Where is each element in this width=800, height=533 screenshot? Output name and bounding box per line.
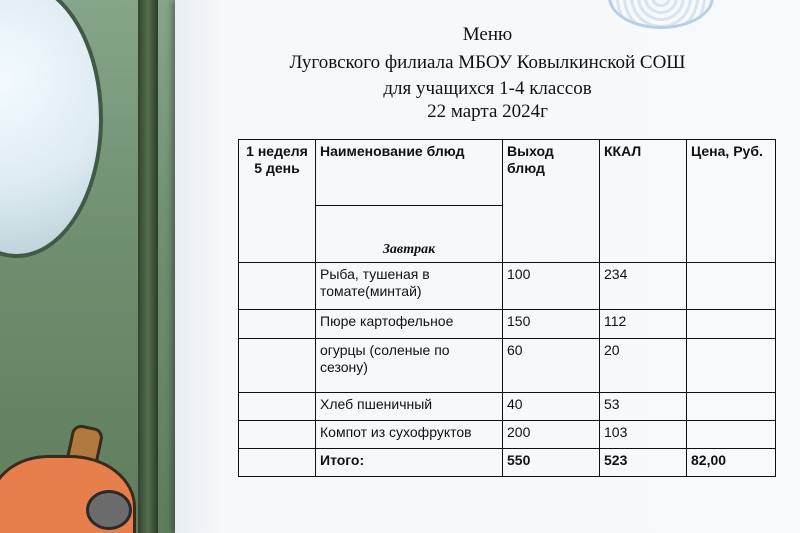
kcal-header: ККАЛ bbox=[600, 140, 687, 263]
table-row bbox=[239, 421, 776, 449]
table-row bbox=[239, 339, 776, 393]
total-row bbox=[239, 449, 776, 477]
dish-price bbox=[687, 421, 776, 449]
table-header-row bbox=[239, 140, 776, 206]
dish-name: огурцы (соленые по сезону) bbox=[316, 339, 503, 393]
week-day-header: 1 неделя 5 день bbox=[239, 140, 316, 263]
table-row bbox=[239, 263, 776, 310]
menu-title: Меню bbox=[462, 24, 513, 45]
menu-sheet bbox=[175, 0, 800, 533]
menu-table bbox=[238, 139, 776, 477]
dish-kcal: 20 bbox=[600, 339, 687, 393]
school-name: Луговского филиала МБОУ Ковылкинской СОШ bbox=[289, 52, 686, 73]
total-kcal: 523 bbox=[600, 449, 687, 477]
dish-kcal: 53 bbox=[600, 393, 687, 421]
speech-bubble-illustration bbox=[0, 0, 103, 258]
menu-date: 22 марта 2024г bbox=[427, 101, 548, 122]
dish-weight: 100 bbox=[503, 263, 600, 310]
dish-kcal: 103 bbox=[600, 421, 687, 449]
folder-background bbox=[0, 0, 175, 533]
dish-price bbox=[687, 310, 776, 339]
dish-kcal: 112 bbox=[600, 310, 687, 339]
price-header: Цена, Руб. bbox=[687, 140, 776, 263]
dish-price bbox=[687, 393, 776, 421]
dish-name-header: Наименование блюд bbox=[316, 140, 503, 206]
dish-name: Пюре картофельное bbox=[316, 310, 503, 339]
dish-name: Компот из сухофруктов bbox=[316, 421, 503, 449]
total-price: 82,00 bbox=[687, 449, 776, 477]
table-row bbox=[239, 310, 776, 339]
total-label: Итого: bbox=[316, 449, 503, 477]
grade-info: для учащихся 1-4 классов bbox=[383, 78, 592, 99]
dish-name: Рыба, тушеная в томате(минтай) bbox=[316, 263, 503, 310]
dish-kcal: 234 bbox=[600, 263, 687, 310]
dish-name: Хлеб пшеничный bbox=[316, 393, 503, 421]
total-weight: 550 bbox=[503, 449, 600, 477]
ball-illustration bbox=[86, 490, 132, 530]
folder-binding bbox=[138, 0, 158, 533]
dish-weight: 60 bbox=[503, 339, 600, 393]
dish-price bbox=[687, 263, 776, 310]
dish-weight: 200 bbox=[503, 421, 600, 449]
table-row bbox=[239, 393, 776, 421]
dish-price bbox=[687, 339, 776, 393]
dish-weight: 150 bbox=[503, 310, 600, 339]
dish-weight: 40 bbox=[503, 393, 600, 421]
weight-header: Выход блюд bbox=[503, 140, 600, 263]
meal-label: Завтрак bbox=[316, 206, 503, 263]
